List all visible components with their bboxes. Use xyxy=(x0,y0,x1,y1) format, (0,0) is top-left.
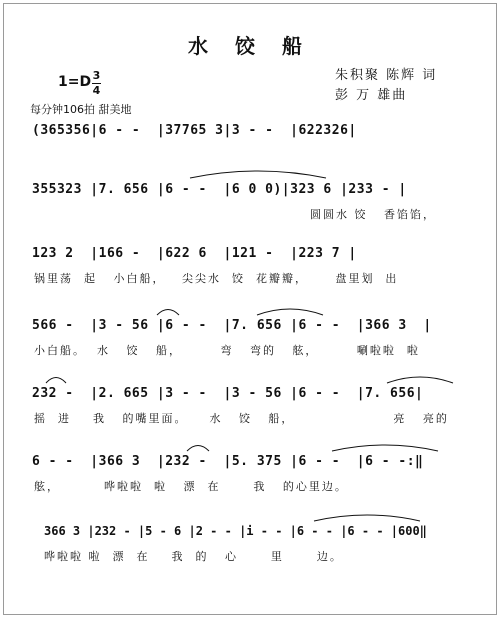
lyric-line-2: 圆圆水 饺 香馅馅， xyxy=(310,208,436,221)
lyric-line-7: 哗啦啦 啦 漂 在 我 的 心 里 边。 xyxy=(44,550,343,563)
song-title: 水 饺 船 xyxy=(188,34,312,58)
lyric-line-6: 舷， 哗啦啦 啦 漂 在 我 的心里边。 xyxy=(34,480,348,493)
slur-arc xyxy=(255,306,325,316)
notation-line-3: 123 2 |166 - |622 6 |121 - |223 7 | xyxy=(32,246,357,261)
time-numerator: 3 xyxy=(92,69,101,82)
time-denominator: 4 xyxy=(92,84,101,97)
slur-arc xyxy=(44,374,68,384)
slur-arc xyxy=(185,442,211,452)
notation-line-7: 366 3 |232 - |5 - 6 |2 - - |i - - |6 - - |6 - - |600‖ xyxy=(44,524,427,538)
key-signature xyxy=(58,69,101,97)
notation-line-2: 355323 |7. 656 |6 - - |6 0 0)|323 6 |233 - | xyxy=(32,182,407,197)
credits xyxy=(335,66,437,106)
tempo-marking: 每分钟106拍 甜美地 xyxy=(30,103,132,116)
lyricist-credit: 朱积聚 陈辉 词 xyxy=(335,68,438,83)
slur-arc xyxy=(385,374,455,384)
notation-line-1: (365356|6 - - |37765 3|3 - - |622326| xyxy=(32,123,357,138)
tie-arc xyxy=(330,442,440,452)
composer-credit: 彭 万 雄曲 xyxy=(335,88,408,103)
slur-arc xyxy=(155,306,181,316)
tie-arc xyxy=(188,168,328,180)
time-signature xyxy=(92,70,101,97)
lyric-line-4: 小白船。 水 饺 船， 弯 弯的 舷， 唰啦啦 啦 xyxy=(34,344,420,357)
tie-arc xyxy=(312,512,422,522)
lyric-line-5: 摇 进 我 的嘴里面。 水 饺 船， 亮 亮的 xyxy=(34,412,449,425)
notation-line-5: 232 - |2. 665 |3 - - |3 - 56 |6 - - |7. 656| xyxy=(32,386,424,401)
notation-line-6: 6 - - |366 3 |232 - |5. 375 |6 - - |6 - -:‖ xyxy=(32,454,424,469)
lyric-line-3: 锅里荡 起 小白船， 尖尖水 饺 花瓣瓣， 盘里划 出 xyxy=(34,272,399,285)
key-label: 1=D xyxy=(58,74,92,90)
notation-line-4: 566 - |3 - 56 |6 - - |7. 656 |6 - - |366 3 | xyxy=(32,318,432,333)
